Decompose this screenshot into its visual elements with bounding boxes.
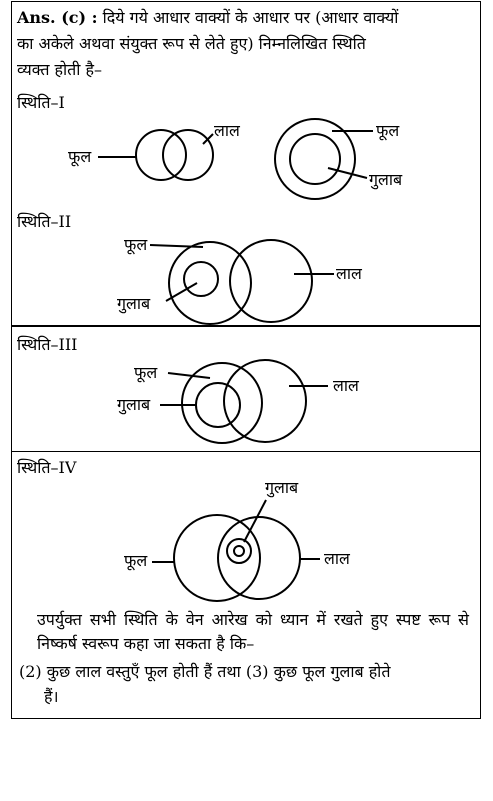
case2-heading: स्थिति–II [17,212,72,231]
case1-label-laal: लाल [214,121,240,140]
case4-label-laal: लाल [324,549,350,568]
case4-heading: स्थिति–IV [17,458,77,477]
case2-label-phool: फूल [124,235,148,254]
case3-label-phool: फूल [134,363,158,382]
case2-label-laal: लाल [336,264,362,283]
answer-text-1: दिये गये आधार वाक्यों के आधार पर (आधार वाक्यों [102,8,399,27]
case4-label-phool: फूल [124,551,148,570]
case1-label-phool-a: फूल [68,147,92,166]
answer-prefix: Ans. (c) : [17,8,98,27]
case1-heading: स्थिति–I [17,93,65,112]
conclusion-answer-line-1: (2) कुछ लाल वस्तुएँ फूल होती हैं तथा (3) कुछ फूल गुलाब होते [19,662,391,681]
case3-label-laal: लाल [333,376,359,395]
case3-label-gulab: गुलाब [117,395,151,414]
case1-label-gulab: गुलाब [369,170,403,189]
case4-gulab-outer-circle [227,539,251,563]
case4-gulab-pointer [244,500,266,542]
conclusion-paragraph: उपर्युक्त सभी स्थिति के वेन आरेख को ध्यान में रखते हुए स्पष्ट रूप से निष्कर्ष स्वरूप कहा जा सकता है कि– [37,610,469,653]
case2-label-gulab: गुलाब [117,294,151,313]
case3-heading: स्थिति–III [17,335,78,354]
answer-line-3: व्यक्त होती है– [17,60,103,79]
conclusion-answer-line-2: हैं। [44,687,59,706]
case1-label-phool-b: फूल [376,121,400,140]
answer-line-2: का अकेले अथवा संयुक्त रूप से लेते हुए) निम्नलिखित स्थिति [17,34,366,53]
case4-label-gulab: गुलाब [265,478,299,497]
case4-gulab-inner-circle [234,546,244,556]
